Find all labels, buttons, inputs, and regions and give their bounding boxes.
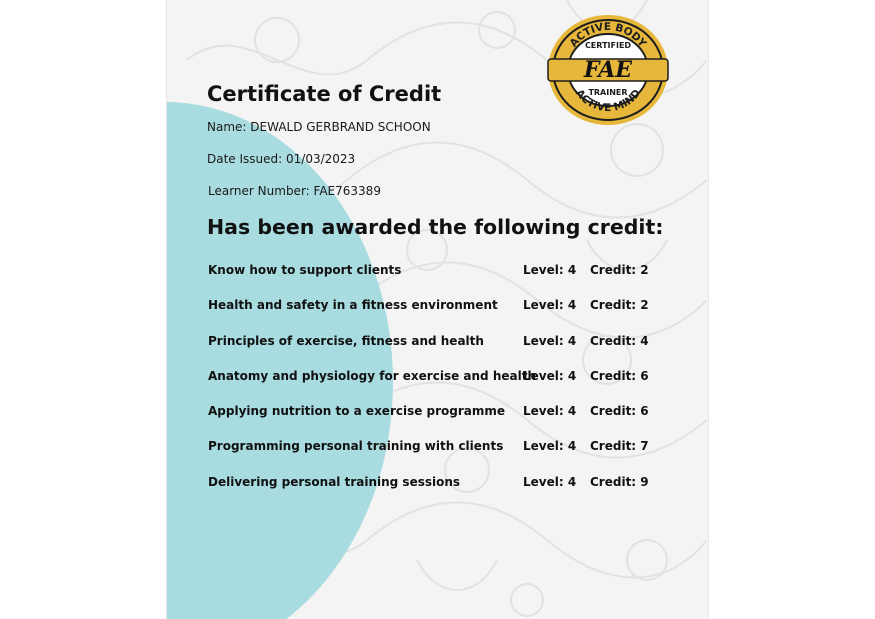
- credit-row: [208, 362, 668, 397]
- date-issued-label: Date Issued:: [207, 152, 283, 166]
- unit-credit: Credit: 9: [590, 474, 649, 489]
- name-field: [207, 120, 431, 134]
- unit-level: Level: 4: [523, 439, 577, 454]
- unit-title: Applying nutrition to a exercise programme: [208, 404, 506, 419]
- seal-top-text: ACTIVE BODY: [567, 20, 649, 50]
- unit-level: Level: 4: [523, 298, 577, 313]
- learner-number-value: FAE763389: [313, 184, 381, 198]
- unit-level: Level: 4: [523, 368, 577, 383]
- unit-title: Health and safety in a fitness environment: [208, 298, 498, 313]
- unit-level: Level: 4: [523, 333, 577, 348]
- awarded-heading: Has been awarded the following credit:: [207, 215, 664, 239]
- fae-certified-trainer-seal: [546, 13, 670, 127]
- credit-row: [208, 397, 668, 432]
- seal-trainer-label: TRAINER: [588, 88, 628, 97]
- learner-number-field: [208, 184, 381, 198]
- learner-number-label: Learner Number:: [208, 184, 310, 198]
- seal-bottom-text: ACTIVE MIND: [572, 87, 644, 115]
- name-label: Name:: [207, 120, 247, 134]
- unit-title: Anatomy and physiology for exercise and health: [208, 368, 536, 383]
- unit-level: Level: 4: [523, 474, 577, 489]
- unit-credit: Credit: 4: [590, 333, 649, 348]
- credit-row: [208, 468, 668, 503]
- unit-title: Programming personal training with clients: [208, 439, 504, 454]
- credit-row: [208, 432, 668, 467]
- unit-credit: Credit: 2: [590, 298, 649, 313]
- name-value: DEWALD GERBRAND SCHOON: [250, 120, 431, 134]
- date-issued-field: [207, 152, 355, 166]
- certificate-title: Certificate of Credit: [207, 82, 442, 106]
- unit-credit: Credit: 2: [590, 263, 649, 277]
- unit-credit: Credit: 7: [590, 439, 649, 454]
- credit-row: [208, 256, 668, 291]
- credits-list: [208, 256, 668, 503]
- unit-title: Delivering personal training sessions: [208, 474, 461, 489]
- unit-credit: Credit: 6: [590, 368, 649, 383]
- unit-level: Level: 4: [523, 263, 577, 277]
- unit-title: Principles of exercise, fitness and health: [208, 333, 484, 348]
- unit-title: Know how to support clients: [208, 263, 402, 277]
- credit-row: [208, 291, 668, 326]
- seal-logo: FAE: [583, 57, 633, 83]
- unit-level: Level: 4: [523, 404, 577, 419]
- date-issued-value: 01/03/2023: [286, 152, 356, 166]
- unit-credit: Credit: 6: [590, 404, 649, 419]
- credit-row: [208, 327, 668, 362]
- seal-certified-label: CERTIFIED: [584, 41, 632, 50]
